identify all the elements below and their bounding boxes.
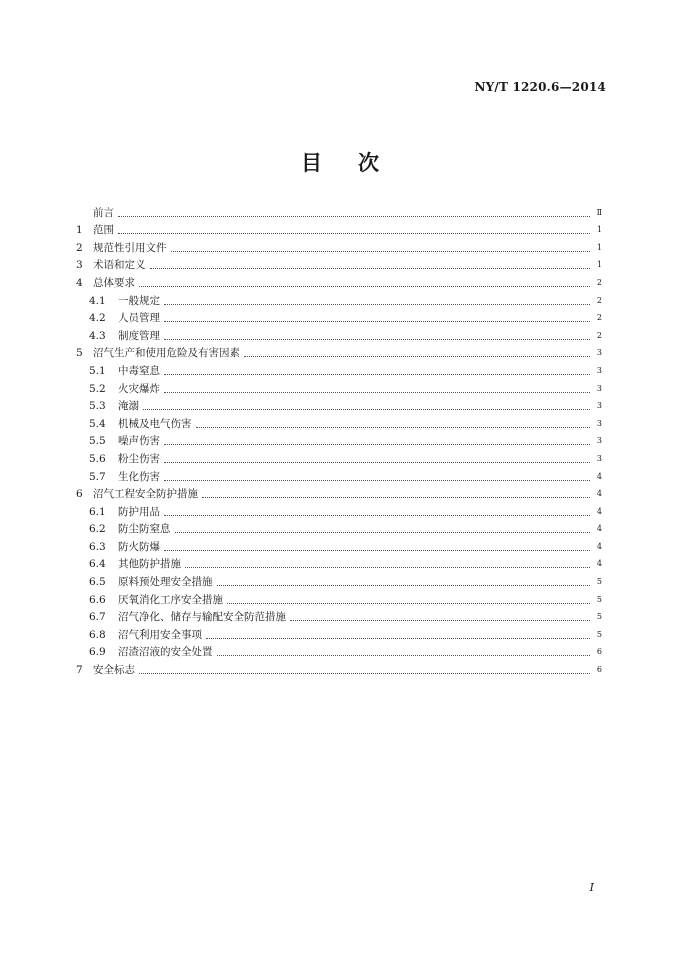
toc-entry-page: 3 [596, 348, 602, 358]
toc-entry[interactable] [76, 570, 602, 588]
toc-entry-label: 术语和定义 [93, 259, 146, 272]
toc-leader-dots [164, 479, 590, 481]
toc-entry-page: 1 [596, 225, 602, 235]
toc-entry-number: 6.7 [89, 611, 106, 624]
toc-leader-dots [227, 602, 590, 604]
toc-entry-page: 5 [596, 612, 602, 622]
toc-leader-dots [164, 461, 590, 463]
toc-entry[interactable] [76, 623, 602, 641]
toc-entry-label: 沼渣沼液的安全处置 [118, 646, 213, 659]
toc-entry-label: 前言 [93, 206, 114, 219]
toc-entry-page: 3 [596, 436, 602, 446]
toc-entry-page: 4 [596, 559, 602, 569]
toc-leader-dots [217, 654, 591, 656]
toc-entry-number: 2 [76, 241, 83, 254]
toc-entry-label: 中毒窒息 [118, 364, 160, 377]
toc-entry[interactable] [76, 377, 602, 395]
toc-leader-dots [244, 355, 590, 357]
toc-entry-page: 4 [596, 524, 602, 534]
toc-entry-label: 制度管理 [118, 329, 160, 342]
toc-entry-label: 沼气工程安全防护措施 [93, 488, 198, 501]
toc-entry-page: 6 [596, 647, 602, 657]
toc-entry-number: 7 [76, 664, 83, 677]
toc-entry-number: 5 [76, 347, 83, 360]
toc-entry-number: 6.8 [89, 628, 106, 641]
toc-entry-page: 3 [596, 401, 602, 411]
toc-entry-number: 6.4 [89, 558, 106, 571]
toc-entry-number: 6.3 [89, 540, 106, 553]
toc-entry-page: 3 [596, 365, 602, 375]
toc-entry-page: 3 [596, 383, 602, 393]
toc-leader-dots [164, 338, 590, 340]
toc-entry[interactable] [76, 606, 602, 624]
toc-entry[interactable] [76, 395, 602, 413]
toc-entry-number: 6.6 [89, 593, 106, 606]
toc-entry-number: 3 [76, 259, 83, 272]
toc-entry-label: 防尘防窒息 [118, 523, 171, 536]
toc-entry-label: 沼气利用安全事项 [118, 628, 202, 641]
toc-entry-label: 沼气净化、储存与输配安全防范措施 [118, 611, 286, 624]
toc-entry-number: 5.7 [89, 470, 106, 483]
toc-leader-dots [139, 672, 590, 674]
toc-entry[interactable] [76, 535, 602, 553]
toc-entry[interactable] [76, 412, 602, 430]
toc-entry-page: 2 [596, 277, 602, 287]
toc-leader-dots [164, 549, 590, 551]
toc-entry-label: 厌氧消化工序安全措施 [118, 593, 223, 606]
toc-entry[interactable] [76, 500, 602, 518]
toc-entry[interactable] [76, 307, 602, 325]
toc-entry-number: 4 [76, 276, 83, 289]
toc-leader-dots [217, 584, 591, 586]
toc-entry-number: 5.4 [89, 417, 106, 430]
toc-entry-number: 1 [76, 224, 83, 237]
toc-entry[interactable] [76, 219, 602, 237]
standard-code: NY/T 1220.6—2014 [474, 80, 606, 94]
toc-entry-page: 5 [596, 629, 602, 639]
toc-entry[interactable] [76, 271, 602, 289]
toc-entry[interactable] [76, 254, 602, 272]
toc-entry[interactable] [76, 588, 602, 606]
toc-entry-label: 规范性引用文件 [93, 241, 167, 254]
toc-entry[interactable] [76, 289, 602, 307]
toc-entry-page: 2 [596, 330, 602, 340]
toc-entry-label: 噪声伤害 [118, 435, 160, 448]
toc-title [0, 147, 680, 177]
toc-title-char-2: 次 [358, 150, 379, 175]
toc-leader-dots [118, 232, 590, 234]
toc-leader-dots [164, 373, 590, 375]
toc-leader-dots [171, 250, 591, 252]
toc-entry-number: 5.1 [89, 364, 106, 377]
toc-entry-label: 防火防爆 [118, 540, 160, 553]
toc-entry-page: 2 [596, 295, 602, 305]
toc-title-char-1: 目 [301, 150, 322, 175]
toc-entry-page: 3 [596, 418, 602, 428]
toc-entry-number: 5.5 [89, 435, 106, 448]
toc-entry-number: 6.5 [89, 576, 106, 589]
toc-entry-page: 1 [596, 242, 602, 252]
toc-entry[interactable] [76, 201, 602, 219]
toc-entry-label: 机械及电气伤害 [118, 417, 192, 430]
toc-entry[interactable] [76, 342, 602, 360]
toc-entry[interactable] [76, 447, 602, 465]
toc-entry-page: Ⅱ [596, 207, 602, 217]
toc-entry-label: 总体要求 [93, 276, 135, 289]
toc-entry-label: 防护用品 [118, 505, 160, 518]
toc-entry-page: 4 [596, 489, 602, 499]
toc-entry-label: 粉尘伤害 [118, 452, 160, 465]
toc-entry-label: 一般规定 [118, 294, 160, 307]
toc-leader-dots [164, 443, 590, 445]
toc-entry-page: 5 [596, 594, 602, 604]
toc-entry-number: 5.3 [89, 400, 106, 413]
toc-entry-label: 沼气生产和使用危险及有害因素 [93, 347, 240, 360]
toc-leader-dots [164, 303, 590, 305]
toc-leader-dots [196, 426, 591, 428]
toc-entry-label: 生化伤害 [118, 470, 160, 483]
toc-entry-number: 4.1 [89, 294, 106, 307]
toc-leader-dots [206, 637, 590, 639]
toc-entry-page: 4 [596, 506, 602, 516]
page-number: Ⅰ [589, 881, 594, 894]
toc-entry-page: 3 [596, 453, 602, 463]
toc-entry[interactable] [76, 465, 602, 483]
toc-leader-dots [150, 267, 591, 269]
toc-entry-number: 5.6 [89, 452, 106, 465]
toc-entry[interactable] [76, 641, 602, 659]
toc-entry[interactable] [76, 324, 602, 342]
toc-leader-dots [164, 391, 590, 393]
toc-entry-page: 2 [596, 313, 602, 323]
toc-entry-label: 其他防护措施 [118, 558, 181, 571]
toc-entry-page: 6 [596, 665, 602, 675]
toc-entry-number: 6.1 [89, 505, 106, 518]
toc-leader-dots [139, 285, 590, 287]
toc-leader-dots [202, 496, 590, 498]
toc-leader-dots [118, 215, 590, 217]
toc-entry[interactable] [76, 658, 602, 676]
toc-entry[interactable] [76, 483, 602, 501]
toc-entry-label: 安全标志 [93, 664, 135, 677]
toc-entry-number: 6.9 [89, 646, 106, 659]
toc-entry-number: 4.3 [89, 329, 106, 342]
table-of-contents [76, 201, 602, 676]
toc-entry-label: 火灾爆炸 [118, 382, 160, 395]
toc-leader-dots [143, 408, 590, 410]
toc-leader-dots [164, 514, 590, 516]
toc-entry-page: 5 [596, 577, 602, 587]
toc-entry-page: 1 [596, 260, 602, 270]
toc-entry-number: 5.2 [89, 382, 106, 395]
toc-entry-label: 原料预处理安全措施 [118, 576, 213, 589]
toc-entry[interactable] [76, 236, 602, 254]
toc-leader-dots [290, 619, 590, 621]
toc-entry-label: 范围 [93, 224, 114, 237]
toc-leader-dots [175, 531, 591, 533]
toc-entry-page: 4 [596, 471, 602, 481]
toc-entry-page: 4 [596, 541, 602, 551]
toc-entry[interactable] [76, 518, 602, 536]
toc-entry[interactable] [76, 430, 602, 448]
toc-entry-number: 6 [76, 488, 83, 501]
toc-leader-dots [164, 320, 590, 322]
toc-entry-label: 人员管理 [118, 312, 160, 325]
toc-entry-number: 4.2 [89, 312, 106, 325]
toc-entry-label: 淹溺 [118, 400, 139, 413]
toc-entry[interactable] [76, 553, 602, 571]
toc-entry[interactable] [76, 359, 602, 377]
toc-entry-number: 6.2 [89, 523, 106, 536]
toc-leader-dots [185, 566, 590, 568]
